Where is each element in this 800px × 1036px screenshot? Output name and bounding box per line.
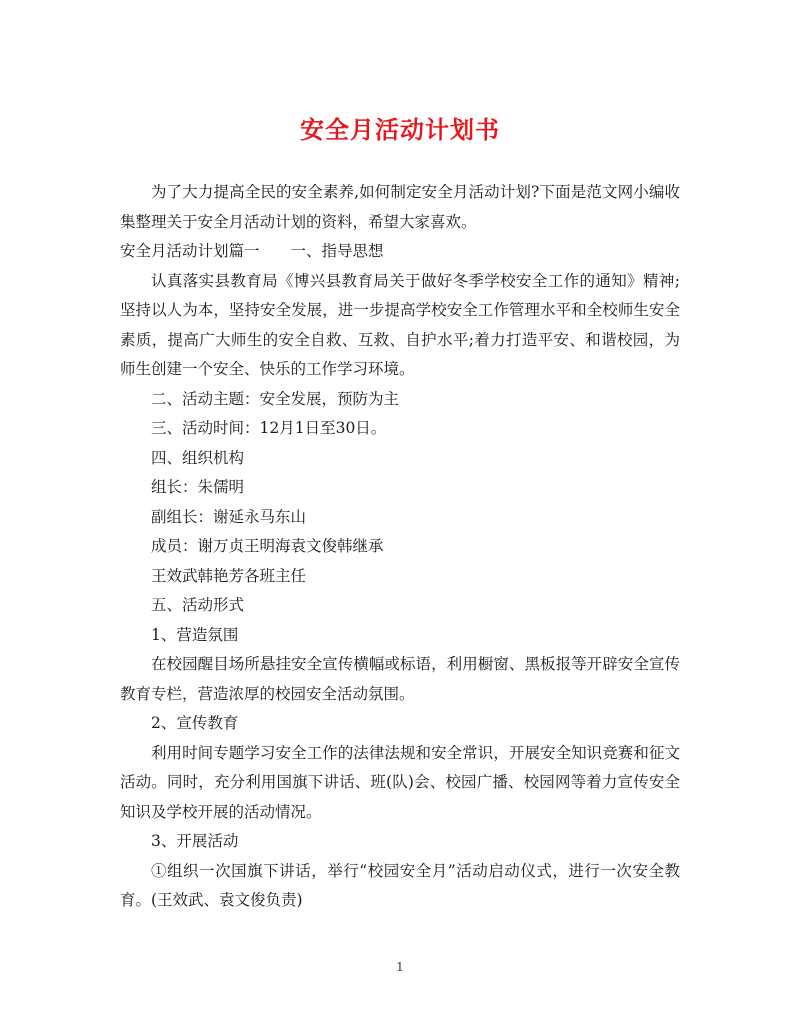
section-heading: 安全月活动计划篇一 一、指导思想	[120, 242, 384, 260]
paragraph-guiding-thought: 认真落实县教育局《博兴县教育局关于做好冬季学校安全工作的通知》精神;坚持以人为本，坚持安全发展，进一步提高学校安全工作管理水平和全校师生安全素质，提高广大师生的安全自救、互救、自护水平;着力打造平安、和谐校园，为师生创建一个安全、快乐的工作学习环境。	[120, 271, 680, 378]
page-number: 1	[396, 960, 404, 974]
paragraph-activities-heading: 3、开展活动	[151, 832, 239, 850]
paragraph-organization: 四、组织机构	[151, 448, 245, 467]
paragraph-time: 三、活动时间：12月1日至30日。	[151, 419, 387, 437]
document-body	[120, 178, 680, 916]
paragraph-theme: 二、活动主题：安全发展，预防为主	[151, 389, 400, 408]
intro-paragraph: 为了大力提高全民的安全素养,如何制定安全月活动计划?下面是范文网小编收集整理关于安全月活动计划的资料，希望大家喜欢。	[120, 183, 680, 231]
paragraph-education-heading: 2、宣传教育	[151, 714, 239, 732]
paragraph-members-continued: 王效武韩艳芳各班主任	[151, 566, 307, 585]
document-title: 安全月活动计划书	[300, 115, 500, 144]
paragraph-activity-form: 五、活动形式	[151, 596, 245, 614]
paragraph-deputy-leader: 副组长：谢延永马东山	[151, 507, 307, 526]
paragraph-activities: ①组织一次国旗下讲话，举行“校园安全月”活动启动仪式，进行一次安全教育。(王效武、袁文俊负责)	[120, 861, 680, 909]
paragraph-education: 利用时间专题学习安全工作的法律法规和安全常识，开展安全知识竞赛和征文活动。同时，充分利用国旗下讲话、班(队)会、校园广播、校园网等着力宣传安全知识及学校开展的活动情况。	[120, 743, 680, 821]
paragraph-atmosphere: 在校园醒目场所悬挂安全宣传横幅或标语，利用橱窗、黑板报等开辟安全宣传教育专栏，营造浓厚的校园安全活动氛围。	[120, 655, 680, 703]
paragraph-atmosphere-heading: 1、营造氛围	[151, 625, 239, 644]
paragraph-members: 成员：谢万贞王明海袁文俊韩继承	[151, 537, 384, 555]
paragraph-leader: 组长：朱儒明	[151, 478, 245, 496]
